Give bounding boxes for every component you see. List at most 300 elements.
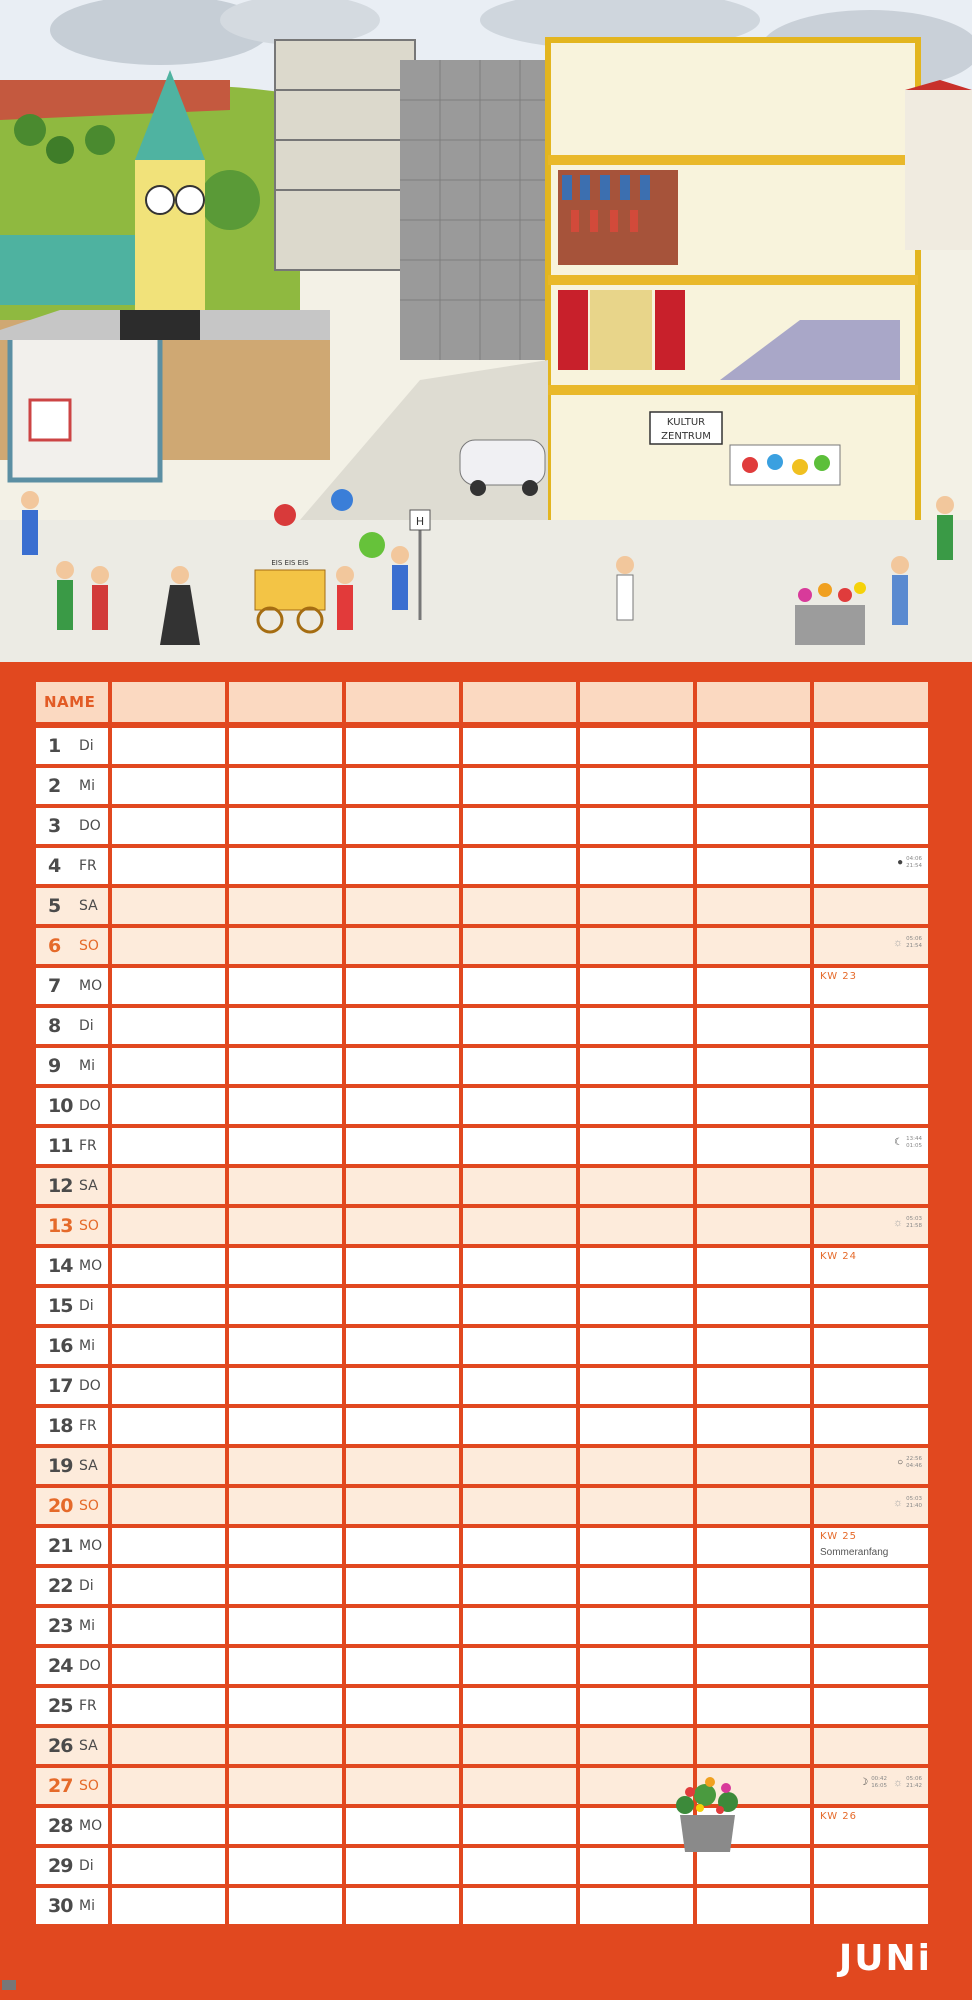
name-column-6[interactable]	[697, 682, 810, 722]
name-column-7[interactable]	[814, 682, 928, 722]
entry-cell[interactable]	[229, 1808, 342, 1844]
entry-cell[interactable]	[697, 928, 810, 964]
entry-cell[interactable]	[229, 808, 342, 844]
entry-cell[interactable]	[229, 1728, 342, 1764]
entry-cell[interactable]	[697, 848, 810, 884]
entry-cell[interactable]	[697, 888, 810, 924]
weekday-abbr: Di	[79, 1298, 94, 1314]
entry-cell[interactable]	[229, 968, 342, 1004]
entry-cell[interactable]	[463, 1848, 576, 1884]
day-row	[36, 886, 936, 926]
entry-cell[interactable]	[697, 1248, 810, 1284]
entry-cell[interactable]	[346, 1688, 459, 1724]
entry-cell[interactable]	[112, 1568, 225, 1604]
entry-cell[interactable]	[697, 1488, 810, 1524]
entry-cell[interactable]	[697, 1568, 810, 1604]
entry-cell[interactable]	[814, 1168, 928, 1204]
weekday-abbr: SO	[79, 1498, 99, 1514]
day-number: 3	[48, 815, 61, 837]
entry-cell[interactable]	[814, 1648, 928, 1684]
entry-cell[interactable]	[814, 1408, 928, 1444]
entry-cell[interactable]	[112, 1408, 225, 1444]
entry-cell[interactable]	[814, 1128, 928, 1164]
day-number: 30	[48, 1895, 73, 1917]
entry-cell[interactable]	[814, 1048, 928, 1084]
entry-cell[interactable]	[697, 1688, 810, 1724]
entry-cell[interactable]	[346, 1728, 459, 1764]
entry-cell[interactable]	[580, 1728, 693, 1764]
day-label	[36, 1848, 108, 1884]
entry-cell[interactable]	[346, 1048, 459, 1084]
entry-cell[interactable]	[814, 888, 928, 924]
entry-cell[interactable]	[229, 1128, 342, 1164]
day-number: 11	[48, 1135, 73, 1157]
entry-cell[interactable]	[697, 1168, 810, 1204]
day-number: 25	[48, 1695, 73, 1717]
time-value: 21:54	[906, 863, 922, 869]
day-label	[36, 1168, 108, 1204]
entry-cell[interactable]	[229, 1288, 342, 1324]
entry-cell[interactable]	[112, 848, 225, 884]
day-label	[36, 928, 108, 964]
moon-info	[897, 856, 922, 870]
entry-cell[interactable]	[697, 1008, 810, 1044]
entry-cell[interactable]	[580, 1288, 693, 1324]
entry-cell[interactable]	[814, 1328, 928, 1364]
day-number: 5	[48, 895, 61, 917]
month-title: JUNi	[838, 1938, 932, 1979]
entry-cell[interactable]	[463, 1368, 576, 1404]
entry-cell[interactable]	[580, 1648, 693, 1684]
day-row	[36, 1766, 936, 1806]
entry-cell[interactable]	[580, 848, 693, 884]
day-number: 22	[48, 1575, 73, 1597]
entry-cell[interactable]	[814, 1448, 928, 1484]
time-value: 21:40	[906, 1503, 922, 1509]
entry-cell[interactable]	[814, 1888, 928, 1924]
entry-cell[interactable]	[229, 1888, 342, 1924]
entry-cell[interactable]	[346, 1208, 459, 1244]
entry-cell[interactable]	[697, 1528, 810, 1564]
entry-cell[interactable]	[463, 928, 576, 964]
entry-cell[interactable]	[346, 768, 459, 804]
entry-cell[interactable]	[229, 1048, 342, 1084]
entry-cell[interactable]	[112, 1128, 225, 1164]
entry-cell[interactable]	[112, 1848, 225, 1884]
entry-cell[interactable]	[112, 1608, 225, 1644]
time-value: 04:06	[906, 856, 922, 862]
entry-cell[interactable]	[814, 728, 928, 764]
entry-cell[interactable]	[463, 848, 576, 884]
day-row	[36, 1726, 936, 1766]
entry-cell[interactable]	[463, 1568, 576, 1604]
entry-cell[interactable]	[814, 1528, 928, 1564]
weekday-abbr: SA	[79, 1458, 98, 1474]
entry-cell[interactable]	[229, 1248, 342, 1284]
weekday-abbr: DO	[79, 818, 101, 834]
entry-cell[interactable]	[814, 1568, 928, 1604]
entry-cell[interactable]	[697, 1888, 810, 1924]
entry-cell[interactable]	[112, 1048, 225, 1084]
day-label	[36, 728, 108, 764]
day-label	[36, 808, 108, 844]
entry-cell[interactable]	[463, 1888, 576, 1924]
entry-cell[interactable]	[697, 1408, 810, 1444]
entry-cell[interactable]	[463, 768, 576, 804]
name-column-2[interactable]	[229, 682, 342, 722]
entry-cell[interactable]	[112, 1728, 225, 1764]
entry-cell[interactable]	[229, 848, 342, 884]
entry-cell[interactable]	[346, 968, 459, 1004]
entry-cell[interactable]	[697, 728, 810, 764]
entry-cell[interactable]	[814, 1208, 928, 1244]
entry-cell[interactable]	[697, 1368, 810, 1404]
entry-cell[interactable]	[463, 1408, 576, 1444]
sun-icon: ☼	[893, 1497, 904, 1509]
entry-cell[interactable]	[463, 1168, 576, 1204]
time-value: 21:54	[906, 943, 922, 949]
day-number: 9	[48, 1055, 61, 1077]
entry-cell[interactable]	[112, 1288, 225, 1324]
weekday-abbr: MO	[79, 978, 103, 994]
entry-cell[interactable]	[463, 1048, 576, 1084]
day-number: 8	[48, 1015, 61, 1037]
name-column-3[interactable]	[346, 682, 459, 722]
entry-cell[interactable]	[229, 928, 342, 964]
day-row	[36, 1366, 936, 1406]
entry-cell[interactable]	[229, 1648, 342, 1684]
entry-cell[interactable]	[697, 1288, 810, 1324]
day-label	[36, 1608, 108, 1644]
planner-header-row	[36, 680, 936, 724]
entry-cell[interactable]	[463, 1608, 576, 1644]
entry-cell[interactable]	[580, 928, 693, 964]
entry-cell[interactable]	[697, 768, 810, 804]
weekday-abbr: SO	[79, 938, 99, 954]
entry-cell[interactable]	[814, 1608, 928, 1644]
day-label	[36, 848, 108, 884]
entry-cell[interactable]	[229, 1208, 342, 1244]
entry-cell[interactable]	[112, 1328, 225, 1364]
entry-cell[interactable]	[112, 928, 225, 964]
weekday-abbr: FR	[79, 1138, 97, 1154]
entry-cell[interactable]	[463, 808, 576, 844]
day-row	[36, 1446, 936, 1486]
entry-cell[interactable]	[580, 1408, 693, 1444]
entry-cell[interactable]	[697, 1728, 810, 1764]
entry-cell[interactable]	[814, 1008, 928, 1044]
entry-cell[interactable]	[814, 1688, 928, 1724]
entry-cell[interactable]	[112, 968, 225, 1004]
entry-cell[interactable]	[346, 1768, 459, 1804]
day-row	[36, 1606, 936, 1646]
entry-cell[interactable]	[229, 1768, 342, 1804]
entry-cell[interactable]	[580, 1528, 693, 1564]
entry-cell[interactable]	[346, 1408, 459, 1444]
entry-cell[interactable]	[697, 1128, 810, 1164]
astro-info	[859, 1776, 922, 1790]
entry-cell[interactable]	[463, 1768, 576, 1804]
day-row	[36, 806, 936, 846]
entry-cell[interactable]	[814, 1088, 928, 1124]
entry-cell[interactable]	[814, 768, 928, 804]
entry-cell[interactable]	[346, 1328, 459, 1364]
day-row	[36, 1166, 936, 1206]
entry-cell[interactable]	[112, 1648, 225, 1684]
kultur-sign-line2: ZENTRUM	[661, 431, 711, 442]
sun-icon: ☼	[893, 937, 904, 949]
entry-cell[interactable]	[814, 1848, 928, 1884]
weekday-abbr: SA	[79, 898, 98, 914]
entry-cell[interactable]	[580, 1688, 693, 1724]
entry-cell[interactable]	[229, 1368, 342, 1404]
name-column-5[interactable]	[580, 682, 693, 722]
entry-cell[interactable]	[229, 768, 342, 804]
day-row	[36, 1126, 936, 1166]
entry-cell[interactable]	[112, 1488, 225, 1524]
entry-cell[interactable]	[229, 1448, 342, 1484]
day-row	[36, 766, 936, 806]
entry-cell[interactable]	[814, 808, 928, 844]
entry-cell[interactable]	[112, 1448, 225, 1484]
time-value: 21:58	[906, 1223, 922, 1229]
entry-cell[interactable]	[346, 728, 459, 764]
entry-cell[interactable]	[112, 1808, 225, 1844]
entry-cell[interactable]	[580, 1608, 693, 1644]
entry-cell[interactable]	[346, 808, 459, 844]
entry-cell[interactable]	[346, 1648, 459, 1684]
day-row	[36, 1206, 936, 1246]
entry-cell[interactable]	[463, 1488, 576, 1524]
entry-cell[interactable]	[346, 1248, 459, 1284]
entry-cell[interactable]	[580, 1488, 693, 1524]
entry-cell[interactable]	[580, 1568, 693, 1604]
day-row	[36, 1046, 936, 1086]
moon-icon: ☽	[859, 1777, 869, 1788]
entry-cell[interactable]	[463, 1688, 576, 1724]
entry-cell[interactable]	[814, 1768, 928, 1804]
day-number: 27	[48, 1775, 73, 1797]
entry-cell[interactable]	[580, 1448, 693, 1484]
entry-cell[interactable]	[112, 1528, 225, 1564]
sun-times	[906, 1216, 922, 1230]
day-number: 17	[48, 1375, 73, 1397]
moon-times	[871, 1776, 887, 1790]
entry-cell[interactable]	[112, 1168, 225, 1204]
entry-cell[interactable]	[580, 1328, 693, 1364]
moon-info	[894, 1136, 922, 1150]
entry-cell[interactable]	[697, 808, 810, 844]
day-label	[36, 1208, 108, 1244]
day-number: 21	[48, 1535, 73, 1557]
entry-cell[interactable]	[697, 968, 810, 1004]
entry-cell[interactable]	[580, 1048, 693, 1084]
entry-cell[interactable]	[229, 728, 342, 764]
potted-plant-drawing	[660, 1760, 755, 1855]
entry-cell[interactable]	[229, 1408, 342, 1444]
entry-cell[interactable]	[229, 1568, 342, 1604]
entry-cell[interactable]	[814, 1248, 928, 1284]
day-row	[36, 1526, 936, 1566]
entry-cell[interactable]	[112, 808, 225, 844]
moon-times	[906, 1456, 922, 1470]
entry-cell[interactable]	[463, 1808, 576, 1844]
entry-cell[interactable]	[229, 1608, 342, 1644]
weekday-abbr: SO	[79, 1778, 99, 1794]
entry-cell[interactable]	[346, 1528, 459, 1564]
entry-cell[interactable]	[229, 1488, 342, 1524]
entry-cell[interactable]	[346, 1488, 459, 1524]
entry-cell[interactable]	[580, 1368, 693, 1404]
town-scene-drawing	[0, 0, 972, 662]
entry-cell[interactable]	[463, 1448, 576, 1484]
day-label	[36, 1728, 108, 1764]
day-label	[36, 968, 108, 1004]
time-value: 05:03	[906, 1216, 922, 1222]
entry-cell[interactable]	[112, 1768, 225, 1804]
entry-cell[interactable]	[346, 1888, 459, 1924]
entry-cell[interactable]	[112, 1248, 225, 1284]
entry-cell[interactable]	[463, 1648, 576, 1684]
entry-cell[interactable]	[229, 888, 342, 924]
day-number: 18	[48, 1415, 73, 1437]
entry-cell[interactable]	[814, 1808, 928, 1844]
day-row	[36, 926, 936, 966]
entry-cell[interactable]	[697, 1088, 810, 1124]
entry-cell[interactable]	[463, 1728, 576, 1764]
entry-cell[interactable]	[580, 1888, 693, 1924]
moon-icon: ○	[897, 1457, 904, 1468]
entry-cell[interactable]	[112, 1688, 225, 1724]
entry-cell[interactable]	[346, 1008, 459, 1044]
entry-cell[interactable]	[229, 1088, 342, 1124]
entry-cell[interactable]	[814, 1728, 928, 1764]
entry-cell[interactable]	[463, 888, 576, 924]
weekday-abbr: DO	[79, 1658, 101, 1674]
day-number: 26	[48, 1735, 73, 1757]
entry-cell[interactable]	[346, 928, 459, 964]
entry-cell[interactable]	[814, 1368, 928, 1404]
weekday-abbr: Mi	[79, 1058, 95, 1074]
day-label	[36, 1408, 108, 1444]
entry-cell[interactable]	[580, 1208, 693, 1244]
entry-cell[interactable]	[697, 1208, 810, 1244]
weekday-abbr: MO	[79, 1538, 103, 1554]
entry-cell[interactable]	[580, 968, 693, 1004]
weekday-abbr: FR	[79, 858, 97, 874]
weekday-abbr: DO	[79, 1098, 101, 1114]
entry-cell[interactable]	[112, 1008, 225, 1044]
entry-cell[interactable]	[814, 848, 928, 884]
entry-cell[interactable]	[814, 1488, 928, 1524]
entry-cell[interactable]	[580, 1128, 693, 1164]
weekday-abbr: Mi	[79, 778, 95, 794]
entry-cell[interactable]	[346, 1168, 459, 1204]
day-label	[36, 1448, 108, 1484]
entry-cell[interactable]	[112, 1208, 225, 1244]
entry-cell[interactable]	[229, 1008, 342, 1044]
entry-cell[interactable]	[697, 1328, 810, 1364]
day-label	[36, 1048, 108, 1084]
entry-cell[interactable]	[229, 1528, 342, 1564]
entry-cell[interactable]	[463, 1528, 576, 1564]
entry-cell[interactable]	[814, 1288, 928, 1324]
time-value: 16:05	[871, 1783, 888, 1789]
name-column-4[interactable]	[463, 682, 576, 722]
day-number: 24	[48, 1655, 73, 1677]
entry-cell[interactable]	[580, 1008, 693, 1044]
entry-cell[interactable]	[580, 768, 693, 804]
day-row	[36, 1886, 936, 1926]
sun-info	[893, 1496, 922, 1510]
entry-cell[interactable]	[580, 888, 693, 924]
entry-cell[interactable]	[229, 1848, 342, 1884]
entry-cell[interactable]	[112, 1368, 225, 1404]
entry-cell[interactable]	[580, 808, 693, 844]
day-number: 28	[48, 1815, 73, 1837]
entry-cell[interactable]	[463, 728, 576, 764]
time-value: 22:56	[906, 1456, 922, 1462]
entry-cell[interactable]	[346, 1368, 459, 1404]
entry-cell[interactable]	[463, 1248, 576, 1284]
day-label	[36, 1248, 108, 1284]
sun-times	[906, 936, 922, 950]
entry-cell[interactable]	[346, 1128, 459, 1164]
entry-cell[interactable]	[580, 1088, 693, 1124]
entry-cell[interactable]	[814, 968, 928, 1004]
entry-cell[interactable]	[229, 1328, 342, 1364]
entry-cell[interactable]	[580, 1248, 693, 1284]
entry-cell[interactable]	[346, 1848, 459, 1884]
entry-cell[interactable]	[697, 1048, 810, 1084]
entry-cell[interactable]	[580, 728, 693, 764]
day-row	[36, 966, 936, 1006]
entry-cell[interactable]	[112, 1088, 225, 1124]
entry-cell[interactable]	[229, 1168, 342, 1204]
weekday-abbr: Di	[79, 1858, 94, 1874]
entry-cell[interactable]	[346, 848, 459, 884]
entry-cell[interactable]	[112, 728, 225, 764]
entry-cell[interactable]	[463, 1328, 576, 1364]
entry-cell[interactable]	[463, 968, 576, 1004]
entry-cell[interactable]	[463, 1208, 576, 1244]
entry-cell[interactable]	[112, 888, 225, 924]
entry-cell[interactable]	[346, 1568, 459, 1604]
entry-cell[interactable]	[463, 1128, 576, 1164]
entry-cell[interactable]	[112, 768, 225, 804]
entry-cell[interactable]	[346, 1448, 459, 1484]
entry-cell[interactable]	[346, 888, 459, 924]
entry-cell[interactable]	[463, 1088, 576, 1124]
entry-cell[interactable]	[229, 1688, 342, 1724]
entry-cell[interactable]	[112, 1888, 225, 1924]
entry-cell[interactable]	[463, 1288, 576, 1324]
entry-cell[interactable]	[346, 1608, 459, 1644]
entry-cell[interactable]	[346, 1808, 459, 1844]
weekday-abbr: Mi	[79, 1338, 95, 1354]
entry-cell[interactable]	[580, 1168, 693, 1204]
day-label	[36, 1768, 108, 1804]
name-column-1[interactable]	[112, 682, 225, 722]
entry-cell[interactable]	[697, 1448, 810, 1484]
entry-cell[interactable]	[697, 1608, 810, 1644]
entry-cell[interactable]	[814, 928, 928, 964]
entry-cell[interactable]	[346, 1288, 459, 1324]
entry-cell[interactable]	[346, 1088, 459, 1124]
entry-cell[interactable]	[463, 1008, 576, 1044]
entry-cell[interactable]	[697, 1648, 810, 1684]
day-number: 1	[48, 735, 61, 757]
